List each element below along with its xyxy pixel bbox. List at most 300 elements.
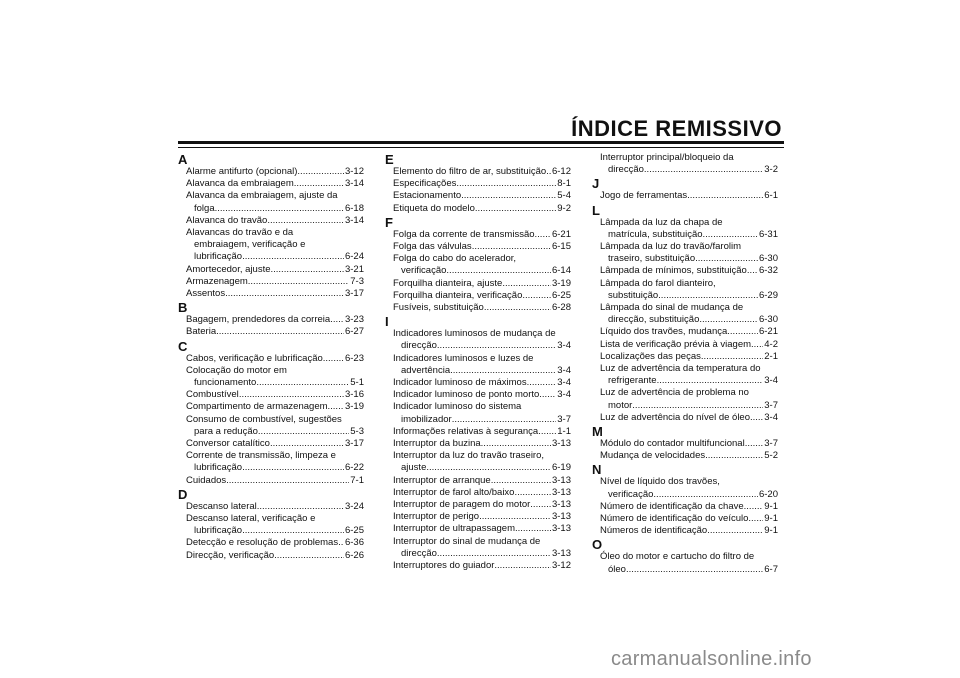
index-entry bbox=[178, 550, 364, 562]
index-entry-page: 6-26 bbox=[344, 549, 364, 561]
leader-dots bbox=[242, 525, 344, 537]
index-entry-text: Forquilha dianteira, verificação bbox=[393, 289, 523, 301]
index-entry-text: Especificações bbox=[393, 178, 457, 190]
index-entry-page: 5-3 bbox=[350, 425, 364, 437]
leader-dots bbox=[475, 203, 556, 215]
index-entry-line bbox=[385, 290, 571, 302]
index-entry bbox=[178, 501, 364, 513]
index-entry-page: 3-7 bbox=[764, 438, 778, 450]
index-entry-page: 3-24 bbox=[344, 500, 364, 512]
index-entry bbox=[178, 276, 364, 288]
index-entry-text: Interruptor do sinal de mudança de bbox=[393, 535, 541, 547]
index-entry-text: Lâmpada da luz da chapa de bbox=[600, 216, 723, 228]
index-letter-heading: N bbox=[592, 462, 602, 478]
index-entry bbox=[592, 326, 778, 338]
index-entry-text: Luz de advertência do nível de óleo bbox=[600, 411, 750, 423]
index-entry-text: Descanso lateral, verificação e bbox=[186, 513, 316, 525]
index-entry-text: Número de identificação do veículo bbox=[600, 513, 749, 525]
leader-dots bbox=[705, 450, 763, 462]
index-column-3 bbox=[592, 152, 778, 576]
index-entry-line bbox=[385, 241, 571, 253]
index-entry-line bbox=[385, 475, 571, 487]
leader-dots bbox=[479, 511, 551, 523]
index-entry bbox=[178, 389, 364, 401]
index-entry-text: verificação bbox=[608, 488, 654, 500]
leader-dots bbox=[515, 523, 551, 535]
index-entry bbox=[385, 178, 571, 190]
index-entry-text: Nível de líquido dos travões, bbox=[600, 476, 720, 488]
index-entry-text: Colocação do motor em bbox=[186, 364, 287, 376]
index-entry bbox=[592, 412, 778, 424]
leader-dots bbox=[626, 564, 763, 576]
index-entry-line bbox=[385, 426, 571, 438]
index-entry bbox=[592, 476, 778, 500]
index-entry-text: Indicadores luminosos e luzes de bbox=[393, 352, 534, 364]
index-entry-text: refrigerante bbox=[608, 375, 657, 387]
index-entry-line bbox=[385, 499, 571, 511]
index-entry-line bbox=[178, 377, 364, 389]
index-entry-line bbox=[592, 351, 778, 363]
index-entry-text: direcção bbox=[608, 164, 644, 176]
leader-dots bbox=[539, 389, 556, 401]
leader-dots bbox=[456, 178, 556, 190]
leader-dots bbox=[461, 190, 556, 202]
index-entry-page: 6-23 bbox=[344, 352, 364, 364]
leader-dots bbox=[530, 499, 551, 511]
index-entry-line bbox=[592, 513, 778, 525]
title-rule-thin bbox=[178, 147, 784, 148]
leader-dots bbox=[437, 340, 556, 352]
index-entry-line bbox=[592, 525, 778, 537]
index-entry bbox=[592, 190, 778, 202]
index-entry-line bbox=[385, 178, 571, 190]
index-entry-page: 3-12 bbox=[344, 166, 364, 177]
index-entry bbox=[592, 363, 778, 387]
index-entry-page: 1-1 bbox=[557, 425, 571, 437]
index-entry-text: Combustível bbox=[186, 389, 239, 401]
index-column-2 bbox=[385, 152, 571, 572]
index-entry-text: Descanso lateral bbox=[186, 500, 257, 512]
leader-dots bbox=[225, 288, 344, 300]
index-entry-text: Localizações das peças bbox=[600, 350, 701, 362]
index-entry-text: substituição bbox=[608, 289, 659, 301]
index-entry-page: 6-25 bbox=[344, 525, 364, 537]
leader-dots bbox=[687, 190, 763, 202]
index-entry-text: Lâmpada do farol dianteiro, bbox=[600, 277, 716, 289]
index-entry-text: Folga das válvulas bbox=[393, 241, 472, 253]
index-entry-page: 6-36 bbox=[344, 537, 364, 549]
index-letter-heading: C bbox=[178, 338, 188, 354]
index-entry-text: Detecção e resolução de problemas bbox=[186, 537, 339, 549]
leader-dots bbox=[446, 265, 551, 277]
index-entry-line bbox=[592, 229, 778, 241]
page-title: ÍNDICE REMISSIVO bbox=[571, 116, 782, 141]
index-entry-page: 6-22 bbox=[344, 462, 364, 474]
leader-dots bbox=[258, 426, 349, 438]
index-entry bbox=[592, 501, 778, 513]
index-entry-line bbox=[385, 229, 571, 241]
index-entry-page: 3-14 bbox=[344, 178, 364, 190]
index-entry-text: Jogo de ferramentas bbox=[600, 190, 688, 202]
index-entry bbox=[592, 513, 778, 525]
index-entry-text: Indicador luminoso de ponto morto bbox=[393, 389, 540, 401]
index-entry-text: Interruptor principal/bloqueio da bbox=[600, 152, 734, 163]
leader-dots bbox=[751, 339, 763, 351]
index-entry-line bbox=[385, 389, 571, 401]
index-entry bbox=[385, 278, 571, 290]
index-entry-text: Compartimento de armazenagem bbox=[186, 401, 328, 413]
index-entry-line bbox=[385, 265, 571, 277]
index-entry-text: lubrificação bbox=[194, 525, 243, 537]
index-entry-line bbox=[592, 412, 778, 424]
index-entry-text: Módulo do contador multifuncional bbox=[600, 438, 745, 450]
watermark: carmanualsonline.info bbox=[611, 648, 812, 670]
index-entry bbox=[178, 450, 364, 474]
index-letter-heading: E bbox=[385, 152, 394, 167]
index-entry bbox=[178, 227, 364, 264]
index-entry-text: Direcção, verificação bbox=[186, 549, 275, 561]
title-rule-thick bbox=[178, 141, 784, 144]
index-entry-text: direcção, substituição bbox=[608, 314, 700, 326]
index-entry bbox=[385, 190, 571, 202]
index-entry-line bbox=[178, 475, 364, 487]
index-entry-line bbox=[385, 414, 571, 426]
index-entry bbox=[385, 499, 571, 511]
index-entry-text: direcção bbox=[401, 547, 437, 559]
index-entry-text: Número de identificação da chave bbox=[600, 500, 744, 512]
index-entry-text: Consumo de combustível, sugestões bbox=[186, 413, 342, 425]
index-entry-page: 6-21 bbox=[551, 228, 571, 240]
index-entry-text: advertência bbox=[401, 364, 451, 376]
leader-dots bbox=[695, 253, 758, 265]
leader-dots bbox=[328, 401, 344, 413]
leader-dots bbox=[481, 438, 551, 450]
index-entry-page: 3-19 bbox=[344, 401, 364, 413]
index-entry-page: 6-7 bbox=[764, 563, 778, 575]
index-entry-page: 9-1 bbox=[764, 513, 778, 525]
index-entry-page: 6-31 bbox=[758, 228, 778, 240]
index-entry-text: Informações relativas à segurança bbox=[393, 425, 539, 437]
index-entry-page: 3-21 bbox=[344, 263, 364, 275]
index-entry-text: Assentos bbox=[186, 288, 226, 300]
leader-dots bbox=[472, 241, 551, 253]
leader-dots bbox=[699, 314, 758, 326]
leader-dots bbox=[452, 414, 557, 426]
index-entry-text: Indicador luminoso do sistema bbox=[393, 401, 522, 413]
index-entry-page: 3-7 bbox=[764, 399, 778, 411]
index-entry-page: 5-2 bbox=[764, 450, 778, 462]
index-entry-text: Armazenagem bbox=[186, 275, 248, 287]
index-entry-page: 3-13 bbox=[551, 511, 571, 523]
leader-dots bbox=[330, 314, 344, 326]
index-entry-text: óleo bbox=[608, 563, 626, 575]
index-entry-text: folga bbox=[194, 202, 215, 214]
leader-dots bbox=[242, 251, 344, 263]
leader-dots bbox=[248, 276, 349, 288]
index-entry-page: 3-4 bbox=[764, 411, 778, 423]
index-entry-page: 6-21 bbox=[758, 326, 778, 338]
index-entry-page: 6-1 bbox=[764, 190, 778, 202]
leader-dots bbox=[535, 229, 551, 241]
index-entry-line bbox=[385, 511, 571, 523]
index-entry-line bbox=[385, 487, 571, 499]
index-entry bbox=[178, 166, 364, 178]
leader-dots bbox=[426, 462, 551, 474]
index-entry-text: Indicadores luminosos de mudança de bbox=[393, 328, 556, 340]
index-entry bbox=[178, 215, 364, 227]
index-entry bbox=[178, 353, 364, 365]
index-entry-line bbox=[178, 537, 364, 549]
index-entry bbox=[385, 401, 571, 425]
leader-dots bbox=[653, 489, 758, 501]
index-entry-text: Mudança de velocidades bbox=[600, 450, 706, 462]
index-entry-line bbox=[592, 253, 778, 265]
index-entry-line bbox=[592, 339, 778, 351]
index-entry-page: 7-1 bbox=[350, 474, 364, 486]
index-entry-line bbox=[592, 450, 778, 462]
index-entry bbox=[178, 314, 364, 326]
index-entry-text: Luz de advertência de problema no bbox=[600, 387, 749, 399]
index-entry-line bbox=[385, 377, 571, 389]
index-entry-page: 3-13 bbox=[551, 486, 571, 498]
index-entry-text: Lâmpada da luz do travão/farolim bbox=[600, 241, 741, 253]
index-entry-text: Conversor catalítico bbox=[186, 438, 270, 450]
index-entry-line bbox=[178, 462, 364, 474]
index-entry-page: 3-13 bbox=[551, 474, 571, 486]
leader-dots bbox=[514, 487, 551, 499]
index-entry bbox=[385, 523, 571, 535]
index-entry-text: Bateria bbox=[186, 326, 217, 338]
index-entry-page: 3-4 bbox=[557, 340, 571, 352]
index-entry-page: 3-4 bbox=[764, 375, 778, 387]
index-entry-text: embraiagem, verificação e bbox=[194, 239, 306, 251]
leader-dots bbox=[226, 475, 349, 487]
leader-dots bbox=[657, 375, 764, 387]
leader-dots bbox=[502, 278, 551, 290]
leader-dots bbox=[270, 438, 344, 450]
index-entry-text: Interruptores do guiador bbox=[393, 560, 495, 572]
leader-dots bbox=[527, 377, 557, 389]
index-entry bbox=[178, 401, 364, 413]
index-entry bbox=[178, 326, 364, 338]
index-column-1 bbox=[178, 152, 364, 562]
index-entry bbox=[385, 290, 571, 302]
index-entry bbox=[592, 241, 778, 265]
leader-dots bbox=[216, 326, 344, 338]
index-entry-page: 3-4 bbox=[557, 377, 571, 389]
leader-dots bbox=[256, 377, 349, 389]
index-entry-page: 9-1 bbox=[764, 500, 778, 512]
index-entry-page: 6-12 bbox=[551, 166, 571, 177]
index-entry bbox=[385, 203, 571, 215]
index-entry-text: Interruptor de farol alto/baixo bbox=[393, 486, 515, 498]
index-entry-page: 3-12 bbox=[551, 560, 571, 572]
leader-dots bbox=[484, 302, 551, 314]
leader-dots bbox=[215, 203, 344, 215]
leader-dots bbox=[632, 400, 763, 412]
index-letter-heading: B bbox=[178, 300, 188, 316]
index-entry-page: 3-23 bbox=[344, 314, 364, 326]
index-entry bbox=[178, 365, 364, 389]
index-entry bbox=[592, 302, 778, 326]
index-entry-line bbox=[178, 438, 364, 450]
index-entry-page: 6-15 bbox=[551, 241, 571, 253]
index-entry-line bbox=[385, 340, 571, 352]
index-entry-text: verificação bbox=[401, 265, 447, 277]
index-entry-page: 2-1 bbox=[764, 350, 778, 362]
index-entry-text: Cabos, verificação e lubrificação bbox=[186, 352, 323, 364]
index-entry-page: 4-2 bbox=[764, 338, 778, 350]
index-letter-heading: M bbox=[592, 424, 603, 440]
index-entry bbox=[385, 560, 571, 572]
index-entry-text: Interruptor de perigo bbox=[393, 511, 480, 523]
index-entry-text: Interruptor de arranque bbox=[393, 474, 491, 486]
index-entry-text: Alavanca da embraiagem, ajuste da bbox=[186, 190, 338, 202]
index-letter-heading: F bbox=[385, 214, 393, 230]
index-entry-page: 3-14 bbox=[344, 214, 364, 226]
leader-dots bbox=[658, 290, 758, 302]
index-entry-text: Indicador luminoso de máximos bbox=[393, 377, 527, 389]
index-entry-page: 6-19 bbox=[551, 462, 571, 474]
leader-dots bbox=[747, 265, 758, 277]
index-entry bbox=[178, 513, 364, 537]
index-entry-line bbox=[178, 215, 364, 227]
index-entry-text: Fusíveis, substituição bbox=[393, 302, 484, 314]
index-entry bbox=[385, 536, 571, 560]
leader-dots bbox=[294, 178, 344, 190]
leader-dots bbox=[750, 412, 763, 424]
leader-dots bbox=[707, 525, 763, 537]
index-entry-text: Interruptor da luz do travão traseiro, bbox=[393, 450, 545, 462]
index-entry bbox=[592, 152, 778, 176]
index-entry-page: 6-32 bbox=[758, 265, 778, 277]
index-entry-line bbox=[592, 564, 778, 576]
index-entry-text: Líquido dos travões, mudança bbox=[600, 326, 728, 338]
index-entry-line bbox=[592, 489, 778, 501]
index-entry-text: Elemento do filtro de ar, substituição bbox=[393, 166, 547, 177]
index-entry-page: 3-13 bbox=[551, 499, 571, 511]
index-entry bbox=[592, 339, 778, 351]
index-entry-line bbox=[178, 501, 364, 513]
leader-dots bbox=[239, 389, 344, 401]
index-entry-line bbox=[178, 251, 364, 263]
index-entry bbox=[592, 351, 778, 363]
leader-dots bbox=[644, 164, 763, 176]
index-entry-page: 6-28 bbox=[551, 302, 571, 314]
index-entry-text: direcção bbox=[401, 340, 437, 352]
index-entry bbox=[178, 178, 364, 190]
index-entry-page: 3-17 bbox=[344, 438, 364, 450]
index-entry-line bbox=[385, 203, 571, 215]
index-entry-text: Números de identificação bbox=[600, 525, 708, 537]
leader-dots bbox=[297, 166, 344, 178]
leader-dots bbox=[748, 513, 763, 525]
index-entry bbox=[385, 487, 571, 499]
index-entry-text: Alarme antifurto (opcional) bbox=[186, 166, 298, 177]
index-entry bbox=[178, 537, 364, 549]
index-entry bbox=[592, 551, 778, 575]
leader-dots bbox=[701, 351, 763, 363]
index-entry-line bbox=[178, 426, 364, 438]
index-letter-heading: A bbox=[178, 152, 188, 167]
index-entry-line bbox=[178, 326, 364, 338]
index-entry-line bbox=[178, 178, 364, 190]
index-entry-line bbox=[178, 276, 364, 288]
index-entry-line bbox=[592, 326, 778, 338]
leader-dots bbox=[271, 264, 344, 276]
index-entry-line bbox=[385, 462, 571, 474]
index-entry-text: Corrente de transmissão, limpeza e bbox=[186, 450, 336, 462]
index-entry-page: 3-2 bbox=[764, 164, 778, 176]
leader-dots bbox=[274, 550, 344, 562]
index-entry-text: Etiqueta do modelo bbox=[393, 202, 475, 214]
index-entry-text: Alavancas do travão e da bbox=[186, 227, 294, 239]
index-entry-text: matrícula, substituição bbox=[608, 228, 703, 240]
index-entry-text: Amortecedor, ajuste bbox=[186, 263, 271, 275]
index-entry-text: Folga da corrente de transmissão bbox=[393, 228, 535, 240]
index-entry-page: 6-18 bbox=[344, 202, 364, 214]
index-entry-page: 5-1 bbox=[350, 377, 364, 389]
index-letter-heading: D bbox=[178, 486, 188, 502]
index-entry-text: Folga do cabo do acelerador, bbox=[393, 253, 517, 265]
index-entry bbox=[178, 475, 364, 487]
index-entry bbox=[385, 511, 571, 523]
index-entry-line bbox=[178, 288, 364, 300]
index-entry-page: 6-30 bbox=[758, 314, 778, 326]
index-entry bbox=[592, 525, 778, 537]
index-entry-line bbox=[178, 550, 364, 562]
index-entry-text: Estacionamento bbox=[393, 190, 462, 202]
leader-dots bbox=[242, 462, 344, 474]
index-entry-line bbox=[385, 523, 571, 535]
index-entry bbox=[592, 217, 778, 241]
index-entry bbox=[385, 450, 571, 474]
leader-dots bbox=[744, 501, 764, 513]
index-entry bbox=[385, 475, 571, 487]
leader-dots bbox=[703, 229, 758, 241]
index-entry-page: 3-4 bbox=[557, 389, 571, 401]
index-entry-line bbox=[592, 501, 778, 513]
index-entry-page: 3-19 bbox=[551, 277, 571, 289]
index-entry-page: 7-3 bbox=[350, 275, 364, 287]
leader-dots bbox=[267, 215, 344, 227]
index-entry-text: Cuidados bbox=[186, 474, 227, 486]
leader-dots bbox=[450, 365, 556, 377]
index-entry-page: 3-4 bbox=[557, 364, 571, 376]
index-entry-text: Interruptor da buzina bbox=[393, 438, 481, 450]
index-entry-text: Óleo do motor e cartucho do filtro de bbox=[600, 551, 755, 563]
index-entry-line bbox=[178, 264, 364, 276]
index-entry-page: 6-20 bbox=[758, 488, 778, 500]
index-entry-line bbox=[385, 365, 571, 377]
index-entry bbox=[385, 302, 571, 314]
leader-dots bbox=[494, 560, 551, 572]
index-entry-text: Forquilha dianteira, ajuste bbox=[393, 277, 503, 289]
index-entry-page: 6-14 bbox=[551, 265, 571, 277]
index-entry-page: 6-30 bbox=[758, 253, 778, 265]
index-entry bbox=[592, 450, 778, 462]
index-entry-line bbox=[385, 302, 571, 314]
index-entry-line bbox=[178, 401, 364, 413]
index-entry-line bbox=[178, 314, 364, 326]
index-entry-page: 3-13 bbox=[551, 523, 571, 535]
index-entry bbox=[385, 353, 571, 377]
index-entry-page: 3-16 bbox=[344, 389, 364, 401]
index-entry bbox=[385, 253, 571, 277]
index-entry-text: imobilizador bbox=[401, 413, 452, 425]
index-entry-text: lubrificação bbox=[194, 251, 243, 263]
index-entry bbox=[592, 265, 778, 277]
